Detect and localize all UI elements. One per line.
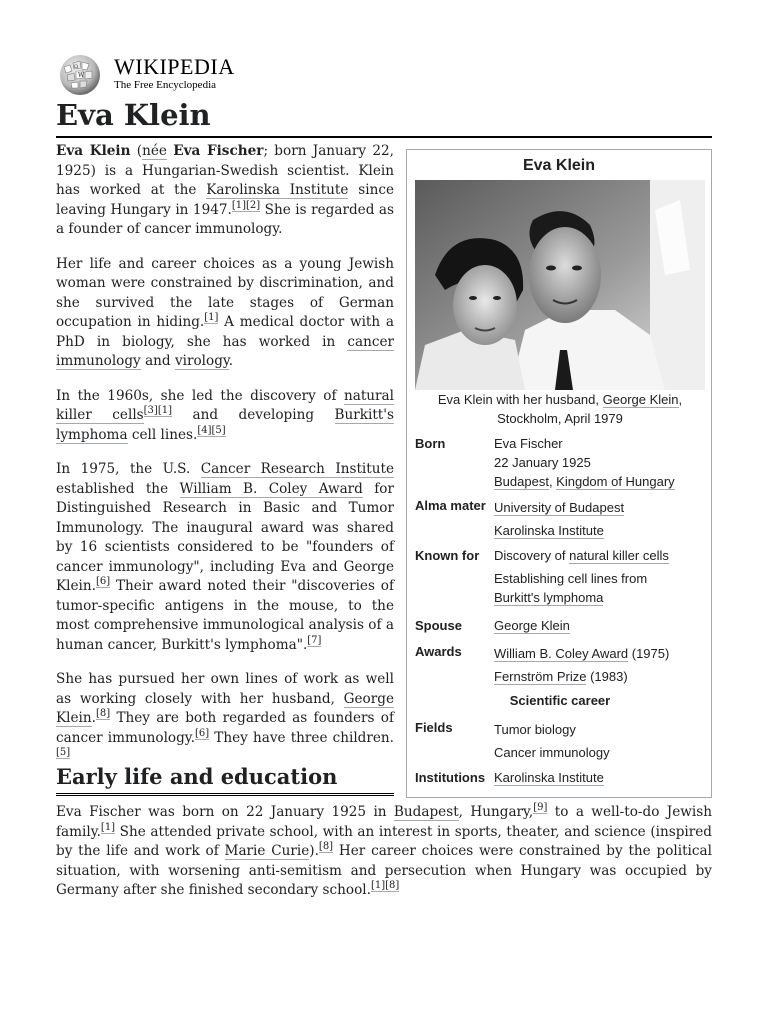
budapest-infobox-link[interactable]: Budapest [494, 474, 549, 489]
citation-ref[interactable]: [1] [370, 880, 386, 892]
text: , Hungary, [458, 804, 534, 820]
born-value [494, 434, 708, 491]
citation-ref[interactable]: [1] [204, 312, 219, 324]
known-for-item-2: Establishing cell lines from [494, 571, 648, 586]
lead-paragraph-2 [56, 255, 394, 372]
karolinska-institution-link[interactable]: Karolinska Institute [494, 770, 604, 785]
george-klein-link[interactable]: George Klein [56, 690, 394, 726]
infobox-caption [415, 390, 705, 428]
infobox-row-alma-mater [415, 496, 705, 542]
field-item: Cancer immunology [494, 745, 610, 760]
text: They are both regarded as founders of cancer immunology. [56, 710, 394, 746]
natural-killer-cells-link[interactable]: natural killer cells [56, 387, 394, 423]
known-for-label: Known for [415, 548, 480, 563]
text: Eva Klein with her husband, [437, 392, 603, 407]
citation-ref[interactable]: [8] [385, 880, 400, 892]
natural-killer-cells-infobox-link[interactable]: natural killer cells [569, 548, 669, 563]
infobox-row-known-for [415, 546, 705, 610]
text: She attended private school, with an interest in sports, theater, and science (inspired by the life and work of [56, 823, 712, 859]
text: She is regarded as a founder of cancer immunology. [56, 201, 394, 237]
institutions-label: Institutions [415, 770, 486, 785]
text: and [140, 353, 175, 369]
lead-paragraph-1 [56, 142, 394, 240]
spouse-link[interactable]: George Klein [494, 618, 570, 633]
lead-paragraph-3 [56, 387, 394, 446]
spouse-value [494, 616, 708, 635]
text: to a well-to-do Jewish family. [56, 804, 712, 840]
text: Discovery of [494, 548, 570, 563]
fernstrom-prize-link[interactable]: Fernström Prize [494, 669, 587, 684]
citation-ref[interactable]: [1] [100, 821, 116, 833]
page-title: Eva Klein [56, 95, 712, 138]
alma-mater-label: Alma mater [415, 498, 486, 513]
burkitts-lymphoma-infobox-link[interactable]: Burkitt's lymphoma [494, 590, 604, 605]
scientific-career-heading: Scientific career [509, 693, 611, 708]
budapest-link[interactable]: Budapest [393, 804, 459, 820]
infobox-title: Eva Klein [522, 157, 596, 174]
coley-award-link[interactable]: William B. Coley Award [179, 480, 363, 497]
george-klein-caption-link[interactable]: George Klein [602, 392, 679, 407]
fields-value [494, 718, 708, 764]
virology-link[interactable]: virology [174, 353, 229, 369]
lead-paragraph-5 [56, 670, 394, 768]
text: . [228, 353, 234, 369]
infobox-row-fields [415, 718, 705, 762]
subject-name: Eva Klein [56, 143, 131, 159]
citation-ref[interactable]: [5] [56, 747, 71, 759]
text: for Distinguished Research in Basic and Tumor Immunology. The inaugural award was shared by 16 scientists considered to be "founders of cancer immunology", including Eva and George Klein. [56, 480, 394, 594]
infobox-row-born [415, 434, 705, 494]
text: ; born January 22, 1925) is a Hungarian-Swedish scientist. Klein has worked at the [56, 143, 394, 198]
karolinska-infobox-link[interactable]: Karolinska Institute [494, 523, 604, 538]
wikipedia-logo[interactable] [56, 53, 236, 97]
svg-text:W: W [78, 72, 85, 79]
text: since leaving Hungary in 1947. [56, 182, 394, 218]
citation-ref[interactable]: [8] [318, 841, 334, 853]
spouse-label: Spouse [415, 618, 462, 633]
early-life-paragraph [56, 803, 712, 901]
cancer-research-institute-link[interactable]: Cancer Research Institute [200, 461, 395, 477]
wikipedia-tagline: The Free Encyclopedia [114, 79, 217, 91]
marie-curie-link[interactable]: Marie Curie [224, 843, 310, 859]
born-date: 22 January 1925 [494, 455, 591, 470]
citation-ref[interactable]: [7] [307, 634, 322, 646]
lead-paragraph-4 [56, 460, 394, 655]
text: ). [309, 843, 319, 859]
citation-ref[interactable]: [8] [95, 708, 111, 720]
text: (1983) [586, 669, 628, 684]
kingdom-of-hungary-link[interactable]: Kingdom of Hungary [556, 474, 675, 489]
citation-ref[interactable]: [4] [197, 424, 212, 436]
coley-award-infobox-link[interactable]: William B. Coley Award [494, 646, 629, 661]
wikipedia-wordmark: WIKIPEDIA [114, 54, 235, 79]
citation-ref[interactable]: [1] [231, 199, 247, 211]
born-place [494, 472, 708, 491]
infobox [406, 149, 712, 798]
text: In the 1960s, she led the discovery of [56, 387, 344, 404]
text: established the [56, 480, 180, 497]
burkitts-lymphoma-link[interactable]: Burkitt's lymphoma [56, 407, 394, 443]
citation-ref[interactable]: [3] [143, 405, 158, 417]
text: and developing [171, 407, 335, 423]
field-item: Tumor biology [494, 722, 576, 737]
known-for-value [494, 546, 708, 607]
citation-ref[interactable]: [9] [533, 802, 548, 814]
institutions-value [494, 768, 708, 787]
text: cell lines. [127, 426, 198, 443]
infobox-row-spouse [415, 616, 705, 636]
text: (1975) [628, 646, 670, 661]
text: A medical doctor with a PhD in biology, she has worked in [56, 314, 395, 350]
citation-ref[interactable]: [1] [157, 405, 172, 417]
awards-value [494, 642, 708, 688]
text: She has pursued her own lines of work as well as working closely with her husband, [56, 671, 394, 707]
born-label: Born [415, 436, 446, 451]
birth-name: Eva Fischer [173, 143, 264, 159]
text: ( [130, 143, 143, 159]
infobox-photo[interactable] [415, 180, 705, 390]
portrait-photo-image [415, 180, 705, 390]
cancer-immunology-link[interactable]: cancer immunology [56, 333, 394, 369]
text: They have three children. [209, 729, 395, 746]
article-lead [56, 142, 394, 783]
infobox-row-institutions [415, 768, 705, 788]
citation-ref[interactable]: [2] [246, 199, 261, 211]
section-heading-early-life: Early life and education [56, 762, 394, 796]
text: , [548, 474, 557, 489]
citation-ref[interactable]: [6] [95, 576, 111, 588]
svg-text:Ω: Ω [74, 64, 79, 70]
infobox-row-awards [415, 642, 705, 686]
text: . [91, 710, 96, 726]
born-name: Eva Fischer [494, 436, 563, 451]
university-of-budapest-link[interactable]: University of Budapest [494, 500, 625, 515]
awards-label: Awards [415, 644, 462, 659]
text: Her career choices were constrained by the political situation, with worsening anti-semitism and persecution when Hungary was occupied by Germany after she finished secondary school. [56, 843, 712, 898]
alma-mater-value [494, 496, 708, 542]
text: In 1975, the U.S. [56, 461, 201, 477]
nee-link[interactable]: née [142, 143, 167, 159]
text: Her life and career choices as a young Jewish woman were constrained by discrimination, and she survived the late stages of German occupation in hiding. [56, 255, 394, 330]
wikipedia-globe-icon [56, 53, 104, 97]
karolinska-link[interactable]: Karolinska Institute [206, 182, 349, 198]
citation-ref[interactable]: [5] [211, 424, 226, 436]
fields-label: Fields [415, 720, 453, 735]
citation-ref[interactable]: [6] [195, 727, 210, 739]
text: Their award noted their "discoveries of tumor-specific antigens in the mouse, to the most comprehensive immunological analysis of a human cancer, Burkitt's lymphoma". [56, 578, 394, 653]
text: Eva Fischer was born on 22 January 1925 in [56, 804, 394, 820]
text: , Stockholm, April 1979 [497, 392, 683, 426]
